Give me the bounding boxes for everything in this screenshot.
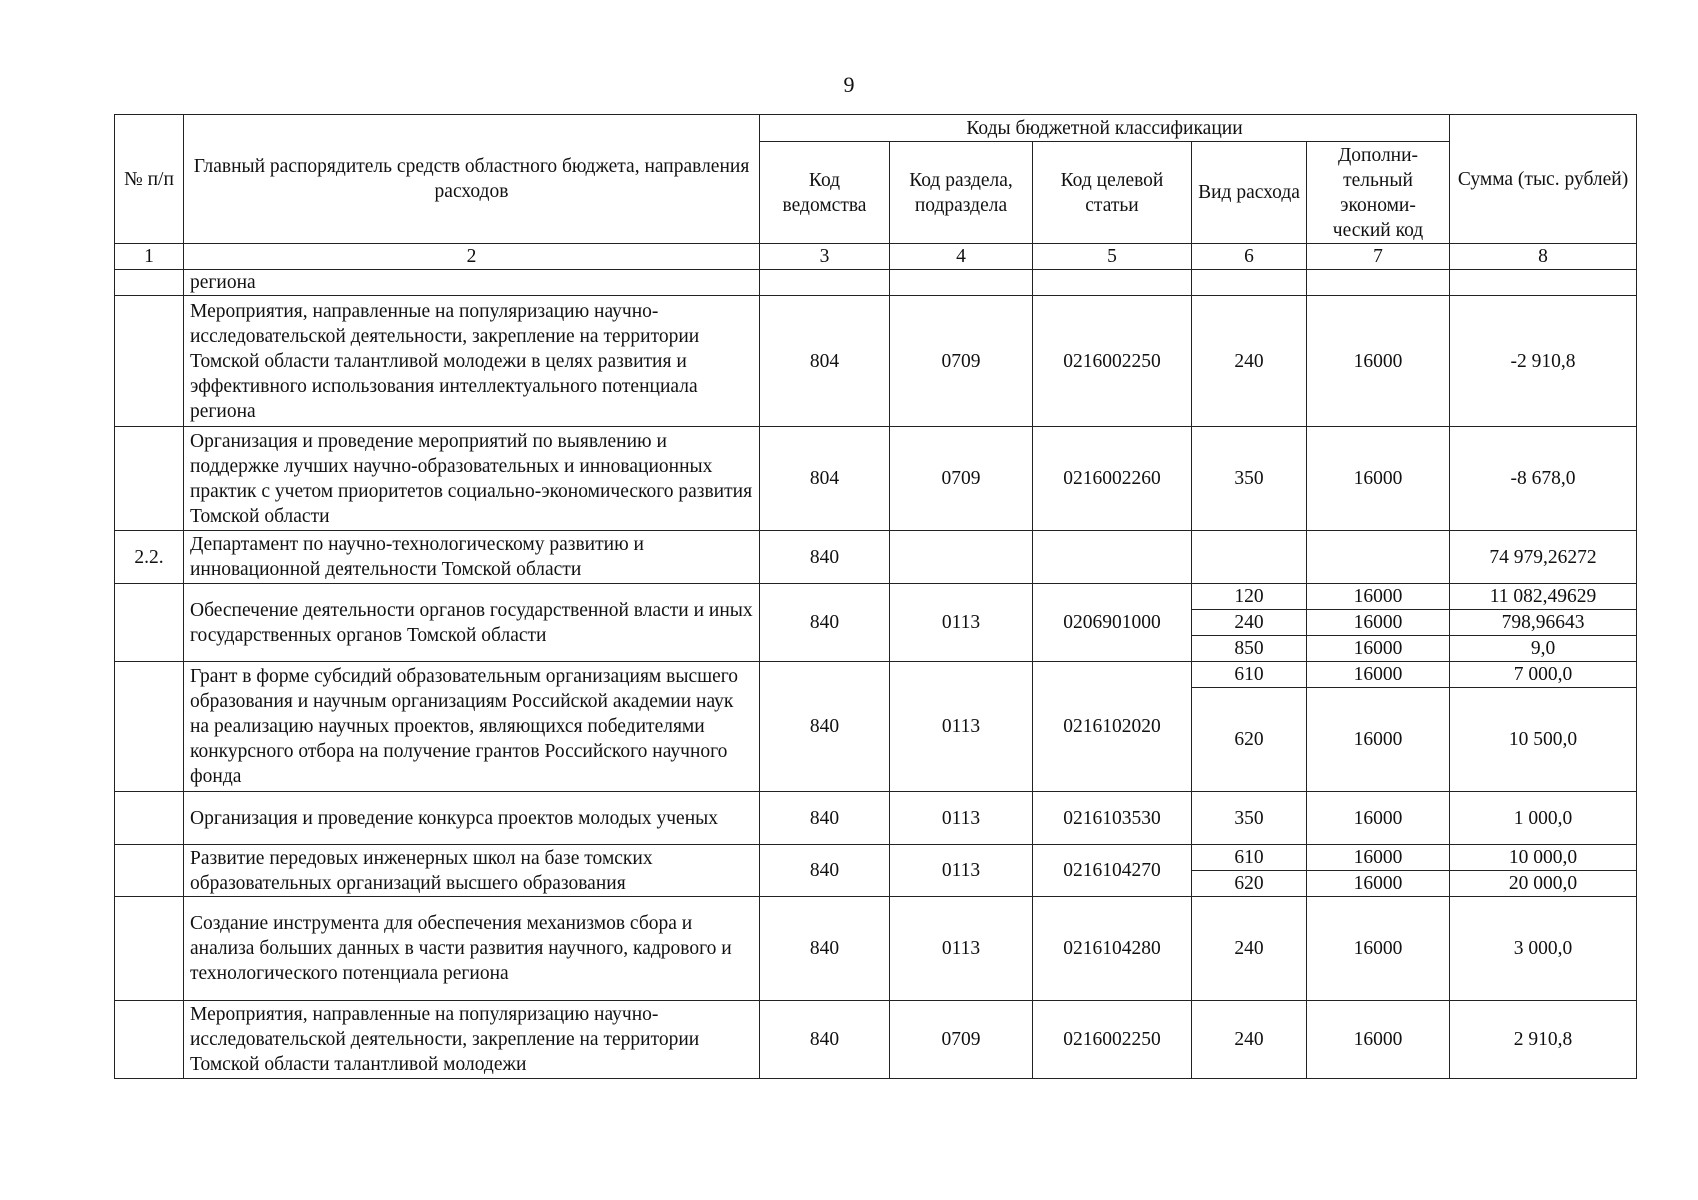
col-number: 7 [1307, 244, 1450, 270]
row-section: 0709 [890, 296, 1033, 427]
header-econ: Дополни-тельный экономи-ческий код [1307, 142, 1450, 244]
row-exp: 240 [1192, 610, 1307, 636]
row-econ [1307, 270, 1450, 296]
row-exp: 350 [1192, 792, 1307, 845]
row-exp: 850 [1192, 636, 1307, 662]
row-sum [1450, 270, 1637, 296]
row-econ [1307, 531, 1450, 584]
row-name: Обеспечение деятельности органов государственной власти и иных государственных органов Томской области [184, 584, 760, 662]
table-row [115, 662, 1637, 688]
row-exp: 610 [1192, 845, 1307, 871]
row-econ: 16000 [1307, 845, 1450, 871]
row-target: 0216102020 [1033, 662, 1192, 792]
header-dept: Код ведомства [760, 142, 890, 244]
row-section: 0113 [890, 845, 1033, 897]
row-exp: 120 [1192, 584, 1307, 610]
col-number: 8 [1450, 244, 1637, 270]
row-target: 0206901000 [1033, 584, 1192, 662]
col-number: 2 [184, 244, 760, 270]
row-dept: 840 [760, 531, 890, 584]
row-name: Грант в форме субсидий образовательным организациям высшего образования и научным организациям Российской академии наук на реализацию научных проектов, являющихся победителями конкурсного отбора на получение грантов Российского научного фонда [184, 662, 760, 792]
row-section [890, 531, 1033, 584]
row-name: Организация и проведение мероприятий по выявлению и поддержке лучших научно-образовательных и инновационных практик с учетом приоритетов социально-экономического развития Томской области [184, 427, 760, 531]
row-target: 0216002250 [1033, 296, 1192, 427]
col-number: 1 [115, 244, 184, 270]
col-number: 3 [760, 244, 890, 270]
row-dept: 840 [760, 792, 890, 845]
row-sum: -2 910,8 [1450, 296, 1637, 427]
header-name: Главный распорядитель средств областного бюджета, направления расходов [184, 115, 760, 244]
row-section: 0113 [890, 584, 1033, 662]
table-row [115, 584, 1637, 610]
row-num [115, 584, 184, 662]
row-sum: 10 000,0 [1450, 845, 1637, 871]
row-name: Департамент по научно-технологическому развитию и инновационной деятельности Томской области [184, 531, 760, 584]
row-sum: 74 979,26272 [1450, 531, 1637, 584]
table-row [115, 296, 1637, 427]
row-target: 0216103530 [1033, 792, 1192, 845]
header-target: Код целевой статьи [1033, 142, 1192, 244]
row-dept: 804 [760, 427, 890, 531]
row-econ: 16000 [1307, 662, 1450, 688]
row-exp: 240 [1192, 1001, 1307, 1079]
row-num [115, 296, 184, 427]
row-econ: 16000 [1307, 688, 1450, 792]
row-section [890, 270, 1033, 296]
header-exp: Вид расхода [1192, 142, 1307, 244]
row-econ: 16000 [1307, 427, 1450, 531]
row-name: Мероприятия, направленные на популяризацию научно-исследовательской деятельности, закрепление на территории Томской области талантливой молодежи в целях развития и эффективного использования интеллектуального потенциала региона [184, 296, 760, 427]
row-econ: 16000 [1307, 296, 1450, 427]
row-num [115, 845, 184, 897]
row-econ: 16000 [1307, 610, 1450, 636]
row-exp: 240 [1192, 897, 1307, 1001]
table-row [115, 792, 1637, 845]
row-exp: 350 [1192, 427, 1307, 531]
row-target [1033, 270, 1192, 296]
table-row [115, 1001, 1637, 1079]
row-num [115, 1001, 184, 1079]
row-name: Создание инструмента для обеспечения механизмов сбора и анализа больших данных в части развития научного, кадрового и технологического потенциала региона [184, 897, 760, 1001]
row-num [115, 792, 184, 845]
row-target: 0216104270 [1033, 845, 1192, 897]
row-exp: 620 [1192, 688, 1307, 792]
row-sum: 798,96643 [1450, 610, 1637, 636]
page-number: 9 [843, 72, 855, 97]
row-sum: 1 000,0 [1450, 792, 1637, 845]
row-name: Организация и проведение конкурса проектов молодых ученых [184, 792, 760, 845]
table-row [115, 531, 1637, 584]
row-exp: 610 [1192, 662, 1307, 688]
row-dept: 840 [760, 584, 890, 662]
row-num: 2.2. [115, 531, 184, 584]
row-exp [1192, 270, 1307, 296]
row-sum: 2 910,8 [1450, 1001, 1637, 1079]
row-dept: 840 [760, 1001, 890, 1079]
header-codes-group: Коды бюджетной классификации [760, 115, 1450, 142]
row-section: 0113 [890, 897, 1033, 1001]
row-econ: 16000 [1307, 1001, 1450, 1079]
row-sum: -8 678,0 [1450, 427, 1637, 531]
header-section: Код раздела, подраздела [890, 142, 1033, 244]
header-row-top [115, 115, 1637, 142]
row-sum: 9,0 [1450, 636, 1637, 662]
row-num [115, 662, 184, 792]
table-row [115, 427, 1637, 531]
header-num: № п/п [115, 115, 184, 244]
row-num [115, 427, 184, 531]
row-target: 0216002250 [1033, 1001, 1192, 1079]
row-exp: 620 [1192, 871, 1307, 897]
row-sum: 11 082,49629 [1450, 584, 1637, 610]
row-dept: 804 [760, 296, 890, 427]
table-row [115, 897, 1637, 1001]
row-section: 0709 [890, 1001, 1033, 1079]
row-econ: 16000 [1307, 792, 1450, 845]
row-sum: 20 000,0 [1450, 871, 1637, 897]
row-dept: 840 [760, 662, 890, 792]
row-target: 0216002260 [1033, 427, 1192, 531]
row-econ: 16000 [1307, 636, 1450, 662]
table-row [115, 845, 1637, 871]
row-name: региона [184, 270, 760, 296]
row-exp: 240 [1192, 296, 1307, 427]
row-econ: 16000 [1307, 897, 1450, 1001]
row-exp [1192, 531, 1307, 584]
row-sum: 7 000,0 [1450, 662, 1637, 688]
row-sum: 10 500,0 [1450, 688, 1637, 792]
column-number-row [115, 244, 1637, 270]
table-row [115, 270, 1637, 296]
row-section: 0709 [890, 427, 1033, 531]
row-sum: 3 000,0 [1450, 897, 1637, 1001]
col-number: 5 [1033, 244, 1192, 270]
row-econ: 16000 [1307, 871, 1450, 897]
col-number: 4 [890, 244, 1033, 270]
row-dept: 840 [760, 845, 890, 897]
row-target [1033, 531, 1192, 584]
row-num [115, 270, 184, 296]
row-dept [760, 270, 890, 296]
header-sum: Сумма (тыс. рублей) [1450, 115, 1637, 244]
row-dept: 840 [760, 897, 890, 1001]
row-section: 0113 [890, 792, 1033, 845]
col-number: 6 [1192, 244, 1307, 270]
row-num [115, 897, 184, 1001]
row-econ: 16000 [1307, 584, 1450, 610]
budget-table [114, 114, 1637, 1079]
row-section: 0113 [890, 662, 1033, 792]
row-target: 0216104280 [1033, 897, 1192, 1001]
row-name: Мероприятия, направленные на популяризацию научно-исследовательской деятельности, закрепление на территории Томской области талантливой молодежи [184, 1001, 760, 1079]
row-name: Развитие передовых инженерных школ на базе томских образовательных организаций высшего образования [184, 845, 760, 897]
